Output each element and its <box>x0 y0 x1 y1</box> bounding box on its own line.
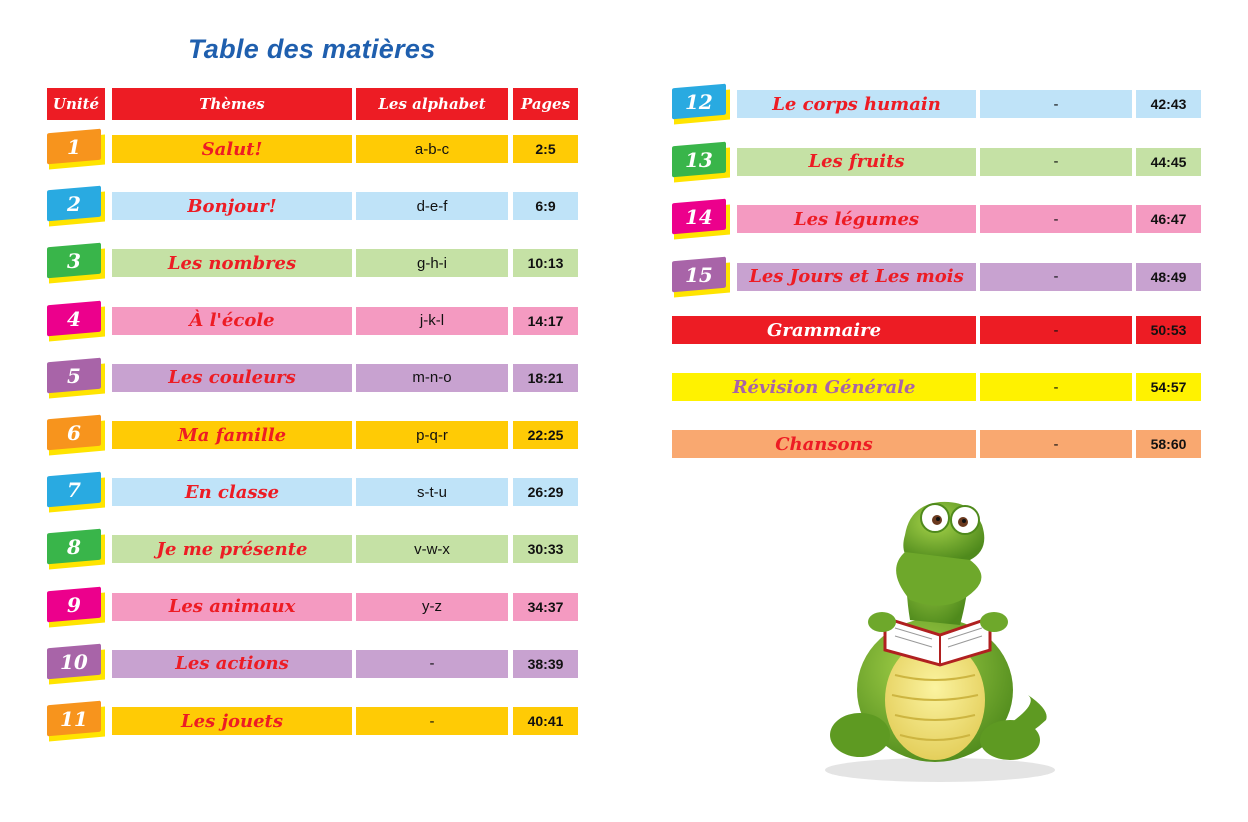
alphabet-cell: - <box>980 205 1132 233</box>
theme-cell: Les couleurs <box>112 364 352 392</box>
unit-number: 8 <box>67 534 81 559</box>
alphabet-cell: - <box>356 650 508 678</box>
pages-cell: 48:49 <box>1136 263 1201 291</box>
theme-cell: Chansons <box>672 430 976 458</box>
unit-badge <box>47 131 105 167</box>
alphabet-cell: - <box>980 90 1132 118</box>
unit-number: 7 <box>67 477 81 502</box>
right_rows-row-1 <box>672 90 1201 120</box>
badge-box <box>47 129 101 165</box>
theme-cell: Révision Générale <box>672 373 976 401</box>
unit-badge <box>47 188 105 224</box>
pages-cell: 34:37 <box>513 593 578 621</box>
extra_rows-row-2 <box>672 373 1201 403</box>
unit-badge <box>672 86 730 122</box>
left_rows-row-1 <box>47 135 578 165</box>
unit-number: 2 <box>67 191 81 216</box>
unit-badge <box>47 703 105 739</box>
left_rows-row-6 <box>47 421 578 451</box>
badge-box <box>47 701 101 737</box>
unit-number: 3 <box>67 248 81 273</box>
pages-cell: 2:5 <box>513 135 578 163</box>
pages-cell: 58:60 <box>1136 430 1201 458</box>
left_rows-row-10 <box>47 650 578 680</box>
badge-box <box>47 472 101 508</box>
theme-cell: Salut! <box>112 135 352 163</box>
left_rows-row-9 <box>47 593 578 623</box>
unit-number: 11 <box>60 706 88 731</box>
theme-cell: À l'école <box>112 307 352 335</box>
header-theme: Thèmes <box>112 88 352 120</box>
alphabet-cell: - <box>980 316 1132 344</box>
pages-cell: 22:25 <box>513 421 578 449</box>
unit-badge <box>47 531 105 567</box>
unit-badge <box>47 474 105 510</box>
header-pages: Pages <box>513 88 578 120</box>
theme-cell: Bonjour! <box>112 192 352 220</box>
theme-cell: Les jouets <box>112 707 352 735</box>
unit-number: 13 <box>685 147 713 171</box>
unit-badge <box>672 201 730 237</box>
badge-box <box>47 357 101 393</box>
unit-number: 4 <box>67 306 81 331</box>
pages-cell: 40:41 <box>513 707 578 735</box>
pages-cell: 42:43 <box>1136 90 1201 118</box>
unit-badge <box>47 245 105 281</box>
theme-cell: Je me présente <box>112 535 352 563</box>
pages-cell: 54:57 <box>1136 373 1201 401</box>
right_rows-row-3 <box>672 205 1201 235</box>
unit-number: 10 <box>60 649 88 674</box>
badge-box <box>672 199 726 235</box>
right_rows-row-2 <box>672 148 1201 178</box>
unit-number: 14 <box>685 204 713 229</box>
theme-cell: Le corps humain <box>737 90 976 118</box>
unit-badge <box>47 417 105 453</box>
badge-box <box>47 529 101 565</box>
alphabet-cell: m-n-o <box>356 364 508 392</box>
badge-box <box>672 256 726 292</box>
right_rows-row-4 <box>672 263 1201 293</box>
unit-badge <box>47 589 105 625</box>
theme-cell: Les légumes <box>737 205 976 233</box>
unit-number: 1 <box>67 134 81 159</box>
alphabet-cell: s-t-u <box>356 478 508 506</box>
badge-box <box>47 243 101 279</box>
unit-badge <box>672 259 730 295</box>
extra_rows-row-3 <box>672 430 1201 460</box>
alphabet-cell: - <box>980 373 1132 401</box>
theme-cell: Les fruits <box>737 148 976 176</box>
theme-cell: Ma famille <box>112 421 352 449</box>
alphabet-cell: - <box>980 263 1132 291</box>
theme-cell: Les actions <box>112 650 352 678</box>
pages-cell: 26:29 <box>513 478 578 506</box>
badge-box <box>47 415 101 451</box>
pages-cell: 18:21 <box>513 364 578 392</box>
alphabet-cell: - <box>980 430 1132 458</box>
alphabet-cell: a-b-c <box>356 135 508 163</box>
unit-number: 15 <box>685 262 713 286</box>
page-title: Table des matières <box>188 34 436 64</box>
left_rows-row-11 <box>47 707 578 737</box>
alphabet-cell: - <box>356 707 508 735</box>
left_rows-row-2 <box>47 192 578 222</box>
header-unit: Unité <box>47 88 105 120</box>
badge-box <box>672 141 726 177</box>
pages-cell: 46:47 <box>1136 205 1201 233</box>
pages-cell: 6:9 <box>513 192 578 220</box>
theme-cell: Les Jours et Les mois <box>737 263 976 291</box>
left_rows-row-8 <box>47 535 578 565</box>
badge-box <box>47 186 101 222</box>
unit-number: 12 <box>685 89 713 114</box>
unit-badge <box>47 360 105 396</box>
pages-cell: 44:45 <box>1136 148 1201 176</box>
pages-cell: 50:53 <box>1136 316 1201 344</box>
badge-box <box>672 84 726 120</box>
badge-box <box>47 643 101 679</box>
alphabet-cell: - <box>980 148 1132 176</box>
header-alphabet: Les alphabet <box>356 88 508 120</box>
unit-badge <box>47 303 105 339</box>
theme-cell: Grammaire <box>672 316 976 344</box>
unit-number: 6 <box>67 420 81 445</box>
left_rows-row-4 <box>47 307 578 337</box>
left_rows-row-7 <box>47 478 578 508</box>
badge-box <box>47 300 101 336</box>
unit-badge <box>47 646 105 682</box>
left_rows-row-3 <box>47 249 578 279</box>
badge-box <box>47 586 101 622</box>
alphabet-cell: d-e-f <box>356 192 508 220</box>
dragon-reading-illustration <box>800 490 1070 790</box>
alphabet-cell: g-h-i <box>356 249 508 277</box>
pages-cell: 10:13 <box>513 249 578 277</box>
left_rows-row-5 <box>47 364 578 394</box>
alphabet-cell: j-k-l <box>356 307 508 335</box>
alphabet-cell: p-q-r <box>356 421 508 449</box>
alphabet-cell: v-w-x <box>356 535 508 563</box>
unit-badge <box>672 144 730 180</box>
extra_rows-row-1 <box>672 316 1201 346</box>
unit-number: 5 <box>67 363 81 388</box>
unit-number: 9 <box>67 592 81 617</box>
theme-cell: Les animaux <box>112 593 352 621</box>
alphabet-cell: y-z <box>356 593 508 621</box>
theme-cell: En classe <box>112 478 352 506</box>
pages-cell: 14:17 <box>513 307 578 335</box>
pages-cell: 38:39 <box>513 650 578 678</box>
pages-cell: 30:33 <box>513 535 578 563</box>
theme-cell: Les nombres <box>112 249 352 277</box>
